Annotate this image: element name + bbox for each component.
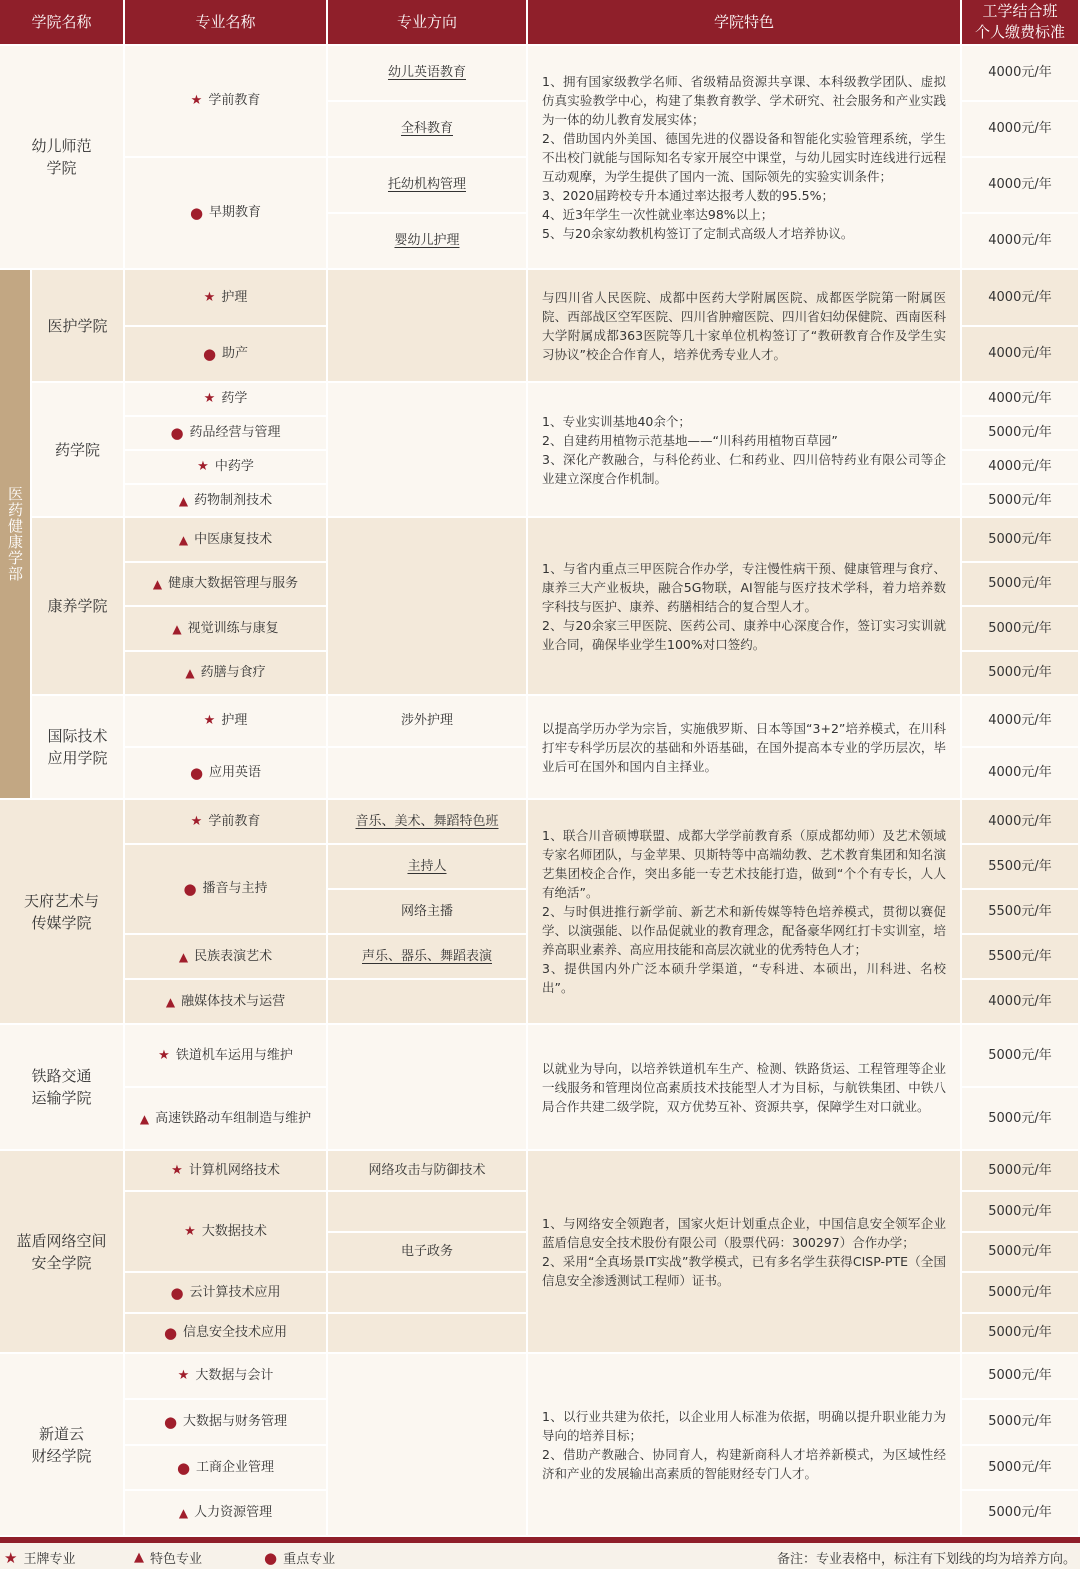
legend-circle <box>264 1548 335 1567</box>
major-cell <box>125 800 328 845</box>
legend-label: 特色专业 <box>150 1552 203 1567</box>
fee-cell: 5000元/年 <box>962 518 1080 563</box>
major-name: 健康大数据管理与服务 <box>168 576 299 591</box>
star-icon: ★ <box>203 391 216 406</box>
direction-cell <box>328 935 528 980</box>
triangle-icon: ▲ <box>178 493 189 508</box>
circle-icon: ● <box>176 1458 191 1477</box>
header-major: 专业名称 <box>125 0 328 46</box>
fee-cell: 4000元/年 <box>962 748 1080 800</box>
direction-name: 涉外护理 <box>400 713 453 728</box>
college-feature <box>528 1151 962 1354</box>
major-name: 视觉训练与康复 <box>187 620 279 636</box>
direction-cell <box>328 518 528 696</box>
major-name: 中药学 <box>214 459 254 474</box>
major-cell <box>125 1192 328 1273</box>
direction-cell <box>328 1192 528 1233</box>
direction-cell <box>328 214 528 270</box>
major-name: 播音与主持 <box>202 881 268 896</box>
star-icon: ★ <box>177 1368 190 1383</box>
major-name: 药膳与食疗 <box>200 665 266 680</box>
college-feature <box>528 518 962 696</box>
major-name: 民族表演艺术 <box>194 948 273 964</box>
circle-icon: ● <box>170 424 184 442</box>
direction-name: 网络主播 <box>400 903 453 919</box>
major-name: 中医康复技术 <box>194 531 273 547</box>
fee-cell: 4000元/年 <box>962 383 1080 417</box>
direction-name: 网络攻击与防御技术 <box>368 1162 486 1178</box>
major-cell <box>125 652 328 696</box>
college-feature <box>528 46 962 270</box>
triangle-icon: ▲ <box>139 1111 150 1126</box>
triangle-icon: ▲ <box>178 1506 189 1520</box>
feature-text: 1、与省内重点三甲医院合作办学，专注慢性病干预、健康管理与食疗、康养三大产业板块，融合5G物联，AI智能与医疗技术学科，着力培养数字科技与医护、康养、药膳相结合的复合型人才。 2、与20余家三甲医院、医药公司、康养中心深度合作，签订实习实训就业合同，确保毕业学生100%对口签约。 <box>542 560 946 652</box>
college-feature <box>528 696 962 800</box>
major-cell <box>125 1314 328 1354</box>
fee-cell: 5000元/年 <box>962 417 1080 451</box>
major-cell <box>125 451 328 485</box>
direction-cell <box>328 383 528 518</box>
star-icon: ★ <box>190 813 203 829</box>
star-icon: ★ <box>184 1223 196 1239</box>
fee-cell: 5500元/年 <box>962 890 1080 935</box>
major-name: 融媒体技术与运营 <box>181 993 286 1009</box>
college-name: 医护学院 <box>32 270 125 383</box>
circle-icon: ● <box>183 880 197 898</box>
fee-cell: 4000元/年 <box>962 270 1080 327</box>
fee-cell: 5000元/年 <box>962 1233 1080 1273</box>
circle-icon: ● <box>189 764 204 782</box>
direction-name: 婴幼儿护理 <box>394 233 460 248</box>
header-fee: 工学结合班 个人缴费标准 <box>962 0 1080 46</box>
college-feature <box>528 270 962 383</box>
fee-cell: 5500元/年 <box>962 935 1080 980</box>
direction-cell <box>328 1233 528 1273</box>
major-cell <box>125 417 328 451</box>
header-feature: 学院特色 <box>528 0 962 46</box>
major-name: 信息安全技术应用 <box>183 1325 288 1340</box>
college-feature <box>528 1025 962 1151</box>
triangle-icon: ▲ <box>134 1550 144 1565</box>
major-name: 护理 <box>221 713 248 728</box>
direction-name: 电子政务 <box>400 1244 453 1259</box>
college-name: 铁路交通 运输学院 <box>0 1025 125 1151</box>
fee-cell: 5000元/年 <box>962 1446 1080 1491</box>
star-icon: ★ <box>203 713 216 728</box>
major-cell <box>125 1491 328 1537</box>
major-name: 护理 <box>221 289 248 305</box>
major-name: 铁道机车运用与维护 <box>175 1047 293 1063</box>
direction-cell <box>328 270 528 383</box>
major-name: 早期教育 <box>209 205 262 220</box>
college-feature <box>528 1354 962 1537</box>
major-cell <box>125 845 328 935</box>
major-name: 药物制剂技术 <box>194 492 273 508</box>
major-cell <box>125 518 328 563</box>
direction-name: 托幼机构管理 <box>387 177 466 192</box>
legend-star <box>4 1548 75 1567</box>
fee-cell: 4000元/年 <box>962 46 1080 102</box>
bottom-rule <box>0 1537 1080 1543</box>
major-name: 药学 <box>221 391 248 406</box>
header-direction: 专业方向 <box>328 0 528 46</box>
major-name: 高速铁路动车组制造与维护 <box>155 1110 312 1126</box>
circle-icon: ● <box>170 1283 184 1302</box>
legend-label: 重点专业 <box>283 1552 336 1567</box>
major-cell <box>125 485 328 518</box>
fee-cell: 5000元/年 <box>962 607 1080 652</box>
fee-cell: 5000元/年 <box>962 563 1080 607</box>
direction-cell <box>328 1025 528 1151</box>
fee-cell: 5000元/年 <box>962 1151 1080 1192</box>
college-name: 国际技术 应用学院 <box>32 696 125 800</box>
direction-cell <box>328 890 528 935</box>
direction-name: 音乐、美术、舞蹈特色班 <box>355 813 499 829</box>
college-feature <box>528 800 962 1025</box>
direction-cell <box>328 1354 528 1537</box>
feature-text: 1、专业实训基地40余个； 2、自建药用植物示范基地——“川科药用植物百草园” 3、深化产教融合，与科伦药业、仁和药业、四川倍特药业有限公司等企业建立深度合作机制。 <box>542 413 946 486</box>
triangle-icon: ▲ <box>152 577 163 591</box>
major-name: 助产 <box>222 346 249 361</box>
triangle-icon: ▲ <box>185 666 195 680</box>
major-cell <box>125 1273 328 1314</box>
fee-cell: 4000元/年 <box>962 451 1080 485</box>
fee-cell: 5000元/年 <box>962 1400 1080 1446</box>
direction-cell <box>328 158 528 214</box>
fee-cell: 4000元/年 <box>962 696 1080 748</box>
major-cell <box>125 1400 328 1446</box>
major-name: 人力资源管理 <box>194 1505 273 1520</box>
direction-cell <box>328 980 528 1025</box>
star-icon: ★ <box>171 1162 183 1178</box>
major-cell <box>125 935 328 980</box>
direction-cell <box>328 46 528 102</box>
dept-label: 医药健康学部 <box>0 270 32 800</box>
circle-icon: ● <box>163 1324 178 1342</box>
major-cell <box>125 1025 328 1088</box>
circle-icon: ● <box>189 204 204 222</box>
college-name: 康养学院 <box>32 518 125 696</box>
major-cell <box>125 748 328 800</box>
feature-text: 1、拥有国家级教学名师、省级精品资源共享课、本科级教学团队、虚拟仿真实验教学中心，构建了集教育教学、学术研究、社会服务和产业实践为一体的幼儿教育发展实体； 2、借助国内外美国、德国先进的仪器设备和智能化实验管理系统，学生不出校门就能与国际知名专家开展空中课堂，与幼儿园实时连线进行远程互动观摩，为学生提供了国内一流、国际领先的实验实训条件； 3、2020届跨校专升本通过率达报考人数的95.5%； 4、近3年学生一次性就业率达98%以上； 5、与20余家幼教机构签订了定制式高级人才培养协议。 <box>542 73 946 241</box>
fee-cell: 4000元/年 <box>962 980 1080 1025</box>
triangle-icon: ▲ <box>178 532 189 547</box>
triangle-icon: ▲ <box>172 621 182 636</box>
college-name: 天府艺术与 传媒学院 <box>0 800 125 1025</box>
direction-cell <box>328 102 528 158</box>
circle-icon: ● <box>264 1548 278 1567</box>
college-feature <box>528 383 962 518</box>
major-cell <box>125 46 328 158</box>
fee-cell: 5000元/年 <box>962 1491 1080 1537</box>
fee-cell: 5000元/年 <box>962 1088 1080 1151</box>
major-cell <box>125 383 328 417</box>
header-college: 学院名称 <box>0 0 125 46</box>
legend-note: 备注：专业表格中，标注有下划线的均为培养方向。 <box>776 1552 1076 1567</box>
fee-cell: 4000元/年 <box>962 158 1080 214</box>
major-cell <box>125 607 328 652</box>
major-name: 学前教育 <box>208 813 261 829</box>
major-name: 云计算技术应用 <box>189 1284 281 1300</box>
legend-label: 王牌专业 <box>23 1552 76 1567</box>
fee-cell: 5000元/年 <box>962 1354 1080 1400</box>
college-name: 新道云 财经学院 <box>0 1354 125 1537</box>
direction-cell <box>328 1314 528 1354</box>
fee-cell: 5000元/年 <box>962 1314 1080 1354</box>
direction-name: 全科教育 <box>400 121 453 136</box>
circle-icon: ● <box>163 1413 178 1431</box>
direction-name: 声乐、器乐、舞蹈表演 <box>361 948 492 964</box>
direction-cell <box>328 1151 528 1192</box>
circle-icon: ● <box>202 345 217 363</box>
feature-text: 1、以行业共建为依托，以企业用人标准为依据，明确以提升职业能力为导向的培养目标； 2、借助产教融合、协同育人，构建新商科人才培养新模式，为区域性经济和产业的发展输出高素质的智能财经专门人才。 <box>542 1408 946 1481</box>
triangle-icon: ▲ <box>165 994 176 1009</box>
major-cell <box>125 270 328 327</box>
major-name: 工商企业管理 <box>196 1459 275 1475</box>
college-name: 幼儿师范 学院 <box>0 46 125 270</box>
star-icon: ★ <box>197 459 209 474</box>
feature-text: 1、与网络安全领跑者，国家火炬计划重点企业，中国信息安全领军企业蓝盾信息安全技术股份有限公司（股票代码：300297）合作办学； 2、采用“全真场景IT实战”教学模式，已有多名学生获得CISP-PTE（全国信息安全渗透测试工程师）证书。 <box>542 1215 946 1288</box>
feature-text: 以提高学历办学为宗旨，实施俄罗斯、日本等国“3+2”培养模式，在川科打牢专科学历层次的基础和外语基础，在国外提高本专业的学历层次，毕业后可在国外和国内自主择业。 <box>542 720 946 774</box>
major-cell <box>125 1151 328 1192</box>
major-name: 学前教育 <box>208 93 261 108</box>
star-icon: ★ <box>190 93 203 108</box>
major-cell <box>125 1088 328 1151</box>
fee-cell: 5000元/年 <box>962 1192 1080 1233</box>
major-cell <box>125 158 328 270</box>
major-cell <box>125 696 328 748</box>
direction-name: 幼儿英语教育 <box>387 65 466 80</box>
fee-cell: 5000元/年 <box>962 1273 1080 1314</box>
direction-cell <box>328 748 528 800</box>
major-cell <box>125 1446 328 1491</box>
fee-cell: 4000元/年 <box>962 214 1080 270</box>
direction-cell <box>328 696 528 748</box>
direction-cell <box>328 845 528 890</box>
fee-cell: 4000元/年 <box>962 102 1080 158</box>
major-name: 应用英语 <box>209 765 262 780</box>
legend-triangle <box>134 1548 202 1567</box>
triangle-icon: ▲ <box>178 949 189 964</box>
fee-cell: 5500元/年 <box>962 845 1080 890</box>
fee-cell: 4000元/年 <box>962 800 1080 845</box>
direction-cell <box>328 800 528 845</box>
star-icon: ★ <box>203 289 216 305</box>
major-cell <box>125 327 328 383</box>
feature-text: 以就业为导向，以培养铁道机车生产、检测、铁路货运、工程管理等企业一线服务和管理岗位高素质技术技能型人才为目标，与航铁集团、中铁八局合作共建二级学院，双方优势互补、资源共享，保障学生对口就业。 <box>542 1060 946 1114</box>
star-icon: ★ <box>158 1047 170 1063</box>
feature-text: 1、联合川音硕博联盟、成都大学学前教育系（原成都幼师）及艺术领域专家名师团队，与金苹果、贝斯特等中高端幼教、艺术教育集团和知名演艺集团校企合作，突出多能一专艺术技能打造，做到“个个有专长，人人有绝活”。 2、与时俱进推行新学前、新艺术和新传媒等特色培养模式，贯彻以赛促学、以演强能、以作品促就业的教育理念，配备豪华网红打卡实训室，培养高职业素养、高应用技能和高层次就业的优秀特色人才； 3、提供国内外广泛本硕升学渠道，“专科进、本硕出，川科进、名校出”。 <box>542 828 946 995</box>
fee-cell: 5000元/年 <box>962 652 1080 696</box>
direction-cell <box>328 1273 528 1314</box>
fee-cell: 5000元/年 <box>962 485 1080 518</box>
major-name: 大数据与会计 <box>195 1368 274 1383</box>
major-cell <box>125 980 328 1025</box>
major-name: 药品经营与管理 <box>189 425 281 440</box>
fee-cell: 5000元/年 <box>962 1025 1080 1088</box>
star-icon: ★ <box>4 1548 18 1567</box>
college-name: 蓝盾网络空间 安全学院 <box>0 1151 125 1354</box>
major-name: 计算机网络技术 <box>188 1162 280 1178</box>
major-cell <box>125 1354 328 1400</box>
direction-name: 主持人 <box>407 858 447 874</box>
feature-text: 与四川省人民医院、成都中医药大学附属医院、成都医学院第一附属医院、西部战区空军医院、四川省肿瘤医院、四川省妇幼保健院、西南医科大学附属成都363医院等几十家单位机构签订了“教研教育合作及学生实习协议”校企合作育人，培养优秀专业人才。 <box>542 289 946 362</box>
major-name: 大数据技术 <box>201 1223 267 1239</box>
college-name: 药学院 <box>32 383 125 518</box>
major-cell <box>125 563 328 607</box>
fee-cell: 4000元/年 <box>962 327 1080 383</box>
major-name: 大数据与财务管理 <box>183 1414 288 1429</box>
